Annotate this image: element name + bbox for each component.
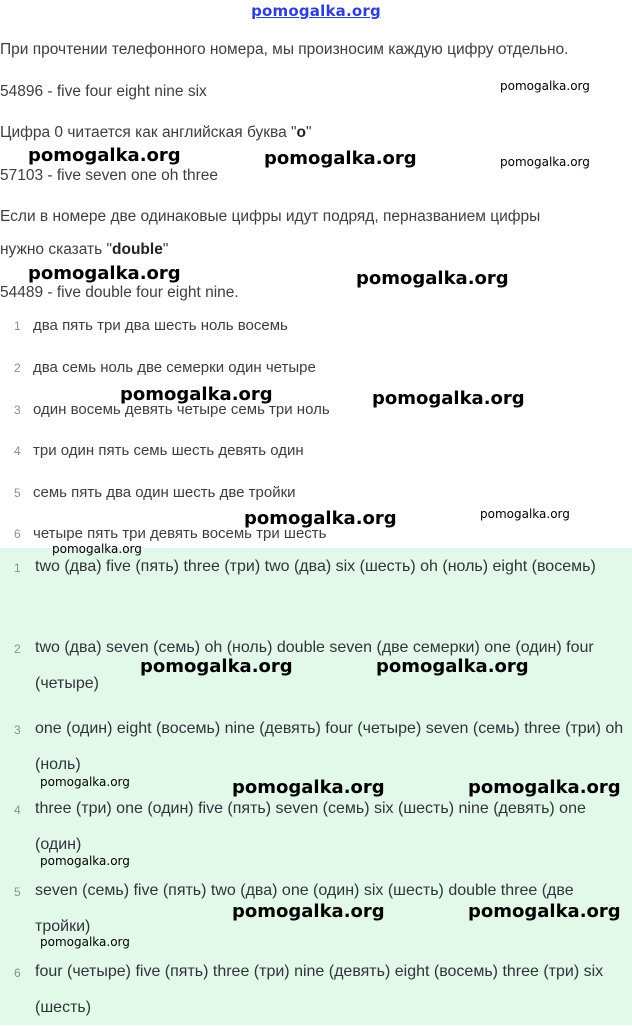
watermark: pomogalka.org	[356, 268, 509, 289]
task-text: два семь ноль две семерки один четыре	[33, 359, 316, 376]
watermark: pomogalka.org	[40, 775, 130, 789]
watermark: pomogalka.org	[376, 656, 529, 677]
answer-panel	[0, 548, 632, 1025]
answer-text: three (три) one (один) five (пять) seven (семь) six (шесть) nine (девять) one (один)	[35, 800, 586, 853]
watermark: pomogalka.org	[244, 508, 397, 529]
task-text: семь пять два один шесть две тройки	[33, 484, 296, 501]
watermark: pomogalka.org	[480, 507, 570, 521]
item-number: 2	[14, 361, 21, 375]
watermark: pomogalka.org	[500, 79, 590, 93]
watermark: pomogalka.org	[140, 656, 293, 677]
watermark: pomogalka.org	[40, 935, 130, 949]
zero-rule-letter: o	[296, 124, 307, 141]
answer-text: two (два) five (пять) three (три) two (два) six (шесть) oh (ноль) eight (восемь)	[35, 558, 596, 575]
watermark: pomogalka.org	[28, 145, 181, 166]
zero-rule-prefix: Цифра 0 читается как английская буква "	[0, 124, 297, 141]
answer-text: one (один) eight (восемь) nine (девять) four (четыре) seven (семь) three (три) oh (ноль)	[35, 720, 624, 773]
watermark: pomogalka.org	[28, 263, 181, 284]
double-rule-line: Если в номере две одинаковые цифры идут подряд, перназванием цифры	[0, 208, 541, 225]
watermark: pomogalka.org	[468, 901, 621, 922]
item-number: 5	[14, 885, 21, 899]
watermark: pomogalka.org	[500, 155, 590, 169]
answer-text: two (два) seven (семь) oh (ноль) double seven (две семерки) one (один) four (четыре)	[35, 639, 594, 692]
example-line: 54489 - five double four eight nine.	[0, 284, 239, 301]
item-number: 4	[14, 444, 21, 458]
answer-text: four (четыре) five (пять) three (три) nine (девять) eight (восемь) three (три) six (шесть)	[35, 963, 604, 1016]
item-number: 4	[14, 803, 21, 817]
item-number: 6	[14, 966, 21, 980]
item-number: 3	[14, 723, 21, 737]
watermark: pomogalka.org	[120, 384, 273, 405]
item-number: 6	[14, 527, 21, 541]
site-link[interactable]: pomogalka.org	[251, 2, 381, 20]
task-text: один восемь девять четыре семь три ноль	[33, 401, 330, 418]
double-rule-word: double	[112, 241, 163, 258]
item-number: 5	[14, 486, 21, 500]
item-number: 1	[14, 319, 21, 333]
double-rule-line-2	[0, 241, 168, 259]
watermark: pomogalka.org	[52, 542, 142, 556]
zero-rule-suffix: "	[306, 124, 312, 141]
task-text: четыре пять три девять восемь три шесть	[33, 525, 327, 542]
item-number: 1	[14, 561, 21, 575]
task-text: два пять три два шесть ноль восемь	[33, 317, 288, 334]
item-number: 2	[14, 642, 21, 656]
example-line: 54896 - five four eight nine six	[0, 83, 207, 100]
answer-text: seven (семь) five (пять) two (два) one (один) six (шесть) double three (две тройки)	[35, 882, 574, 935]
watermark: pomogalka.org	[232, 777, 385, 798]
watermark: pomogalka.org	[264, 148, 417, 169]
task-text: три один пять семь шесть девять один	[33, 442, 304, 459]
double-rule-prefix: нужно сказать "	[0, 241, 113, 258]
zero-rule-line	[0, 124, 312, 142]
double-rule-suffix: "	[162, 241, 169, 258]
intro-line: При прочтении телефонного номера, мы произносим каждую цифру отдельно.	[0, 41, 569, 58]
watermark: pomogalka.org	[468, 777, 621, 798]
watermark: pomogalka.org	[40, 854, 130, 868]
item-number: 3	[14, 403, 21, 417]
watermark: pomogalka.org	[372, 388, 525, 409]
example-line: 57103 - five seven one oh three	[0, 167, 219, 184]
watermark: pomogalka.org	[232, 901, 385, 922]
